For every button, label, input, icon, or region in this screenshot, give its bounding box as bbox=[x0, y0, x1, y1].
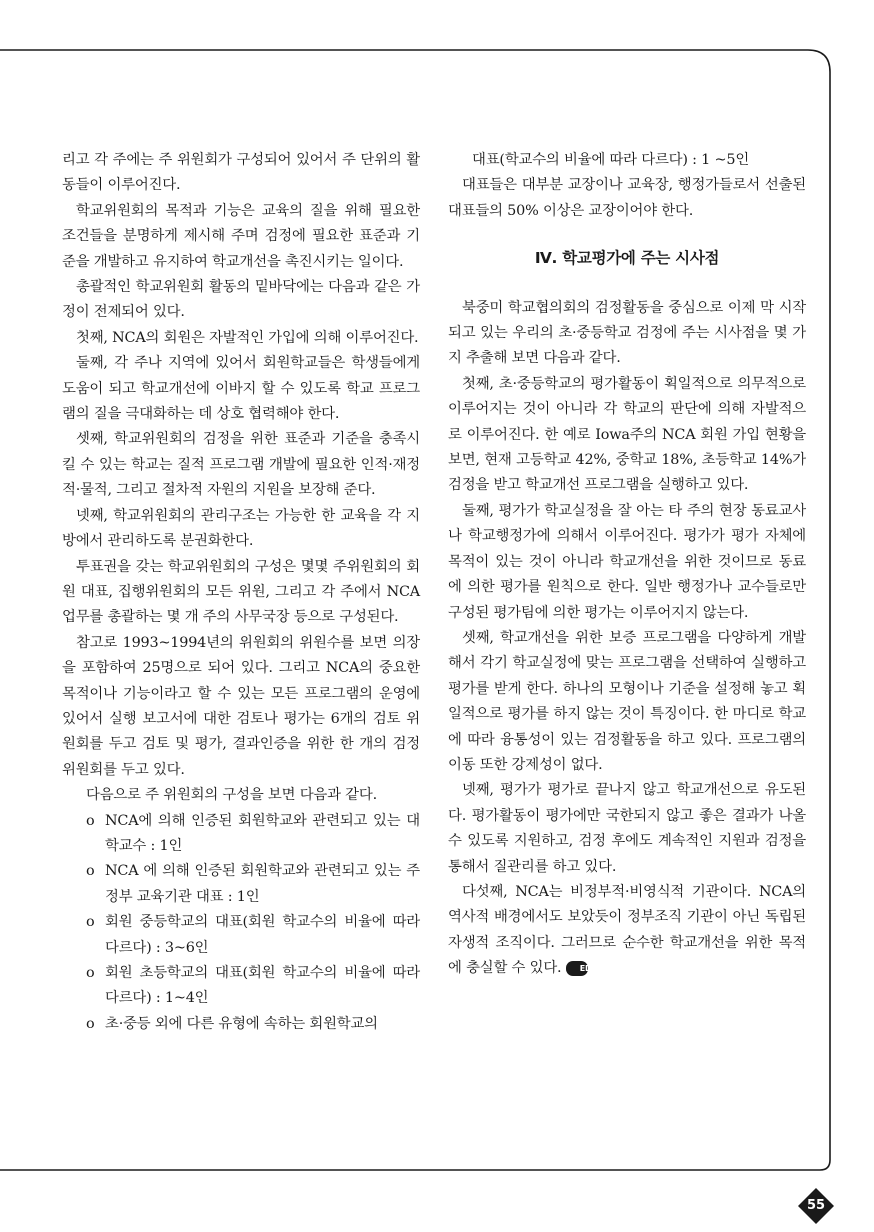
list-item: o NCA 에 의해 인증된 회원학교와 관련되고 있는 주 정부 교육기관 대표 : 1인 bbox=[86, 859, 420, 910]
paragraph: 다섯째, NCA는 비정부적·비영식적 기관이다. NCA의 역사적 배경에서도 보았듯이 정부조직 기관이 아닌 독립된 자생적 조직이다. 그러므로 순수한 학교개선을 위한 목적에 충실할 수 있다. EDI bbox=[448, 883, 806, 977]
list-item: o 회원 초등학교의 대표(회원 학교수의 비율에 따라 다르다) : 1~4인 bbox=[86, 961, 420, 1012]
paragraph: 북중미 학교협의회의 검정활동을 중심으로 이제 막 시작되고 있는 우리의 초·중등학교 검정에 주는 시사점을 몇 가지 추출해 보면 다음과 같다. bbox=[448, 299, 806, 367]
bullet-icon: o bbox=[86, 812, 95, 829]
paragraph: 첫째, NCA의 회원은 자발적인 가입에 의해 이루어진다. bbox=[76, 329, 419, 346]
page-number-badge bbox=[796, 1186, 836, 1226]
list-item: o 초·중등 외에 다른 유형에 속하는 회원학교의 bbox=[86, 1012, 420, 1037]
bullet-icon: o bbox=[86, 863, 95, 880]
bullet-icon: o bbox=[86, 1015, 95, 1032]
end-mark-icon: EDI bbox=[566, 961, 588, 976]
page-number: 55 bbox=[806, 1198, 826, 1213]
paragraph: 투표권을 갖는 학교위원회의 구성은 몇몇 주위원회의 회원 대표, 집행위원회의 모든 위원, 그리고 각 주에서 NCA 업무를 총괄하는 몇 개 주의 사무국장 등으로 구성된다. bbox=[62, 558, 420, 626]
paragraph: 셋째, 학교개선을 위한 보증 프로그램을 다양하게 개발해서 각기 학교실정에 맞는 프로그램을 선택하여 실행하고 평가를 받게 한다. 하나의 모형이나 기준을 설정해 놓고 획일적으로 평가를 하지 않는 것이 특징이다. 한 마디로 학교에 따라 융통성이 있는 검정활동을 하고 있다. 프로그램의 이동 또한 강제성이 없다. bbox=[448, 629, 806, 773]
paragraph: 넷째, 평가가 평가로 끝나지 않고 학교개선으로 유도된다. 평가활동이 평가에만 국한되지 않고 좋은 결과가 나올 수 있도록 지원하고, 검정 후에도 계속적인 지원과 검정을 통해서 질관리를 하고 있다. bbox=[448, 782, 806, 875]
right-column bbox=[448, 148, 806, 982]
left-column bbox=[62, 148, 420, 1037]
paragraph: 참고로 1993~1994년의 위원회의 위원수를 보면 의장을 포함하여 25명으로 되어 있다. 그리고 NCA의 중요한 목적이나 기능이라고 할 수 있는 모든 프로그램의 운영에 있어서 실행 보고서에 대한 검토나 평가는 6개의 검토 위원회를 두고 검토 및 평가, 결과인증을 위한 한 개의 검정위원회를 두고 있다. bbox=[62, 634, 420, 778]
paragraph: 다음으로 주 위원회의 구성을 보면 다음과 같다. bbox=[86, 787, 377, 804]
list-item: o 회원 중등학교의 대표(회원 학교수의 비율에 따라 다르다) : 3~6인 bbox=[86, 910, 420, 961]
bullet-icon: o bbox=[86, 965, 95, 981]
list-item: o NCA에 의해 인증된 회원학교와 관련되고 있는 대학교수 : 1인 bbox=[86, 809, 420, 860]
list-item-continuation: 대표(학교수의 비율에 따라 다르다) : 1 ~5인 bbox=[472, 152, 750, 168]
paragraph: 둘째, 평가가 학교실정을 잘 아는 타 주의 현장 동료교사나 학교행정가에 의해서 이루어진다. 평가가 평가 자체에 목적이 있는 것이 아니라 학교개선을 위한 것이므로 동료에 의한 평가를 원칙으로 한다. 일반 행정가나 교수들로만 구성된 평가팀에 의한 평가는 이루어지지 않는다. bbox=[448, 502, 806, 621]
paragraph: 총괄적인 학교위원회 활동의 밑바닥에는 다음과 같은 가정이 전제되어 있다. bbox=[62, 279, 420, 321]
bullet-icon: o bbox=[86, 914, 95, 931]
paragraph: 첫째, 초·중등학교의 평가활동이 획일적으로 의무적으로 이루어지는 것이 아니라 각 학교의 판단에 의해 자발적으로 이루어진다. 한 예로 Iowa주의 NCA 회원 가입 현황을 보면, 현재 고등학교 42%, 중학교 18%, 초등학교 14%가 검정을 받고 학교개선 프로그램을 실행하고 있다. bbox=[448, 375, 806, 494]
committee-list bbox=[62, 809, 420, 1038]
paragraph: 학교위원회의 목적과 기능은 교육의 질을 위해 필요한 조건들을 분명하게 제시해 주며 검정에 필요한 표준과 기준을 개발하고 유지하여 학교개선을 촉진시키는 일이다. bbox=[62, 202, 420, 270]
paragraph: 넷째, 학교위원회의 관리구조는 가능한 한 교육을 각 지방에서 관리하도록 분권화한다. bbox=[62, 507, 420, 550]
paragraph: 둘째, 각 주나 지역에 있어서 회원학교들은 학생들에게 도움이 되고 학교개선에 이바지 할 수 있도록 학교 프로그램의 질을 극대화하는 데 상호 협력해야 한다. bbox=[62, 355, 420, 423]
section-heading: Ⅳ. 학교평가에 주는 시사점 bbox=[534, 249, 720, 268]
paragraph: 셋째, 학교위원회의 검정을 위한 표준과 기준을 충족시킬 수 있는 학교는 질적 프로그램 개발에 필요한 인적·재정적·물적, 그리고 절차적 자원의 지원을 보장해 준다. bbox=[62, 431, 420, 499]
paragraph: 리고 각 주에는 주 위원회가 구성되어 있어서 주 단위의 활동들이 이루어진다. bbox=[62, 152, 420, 194]
paragraph: 대표들은 대부분 교장이나 교육장, 행정가들로서 선출된 대표들의 50% 이상은 교장이어야 한다. bbox=[448, 177, 806, 219]
